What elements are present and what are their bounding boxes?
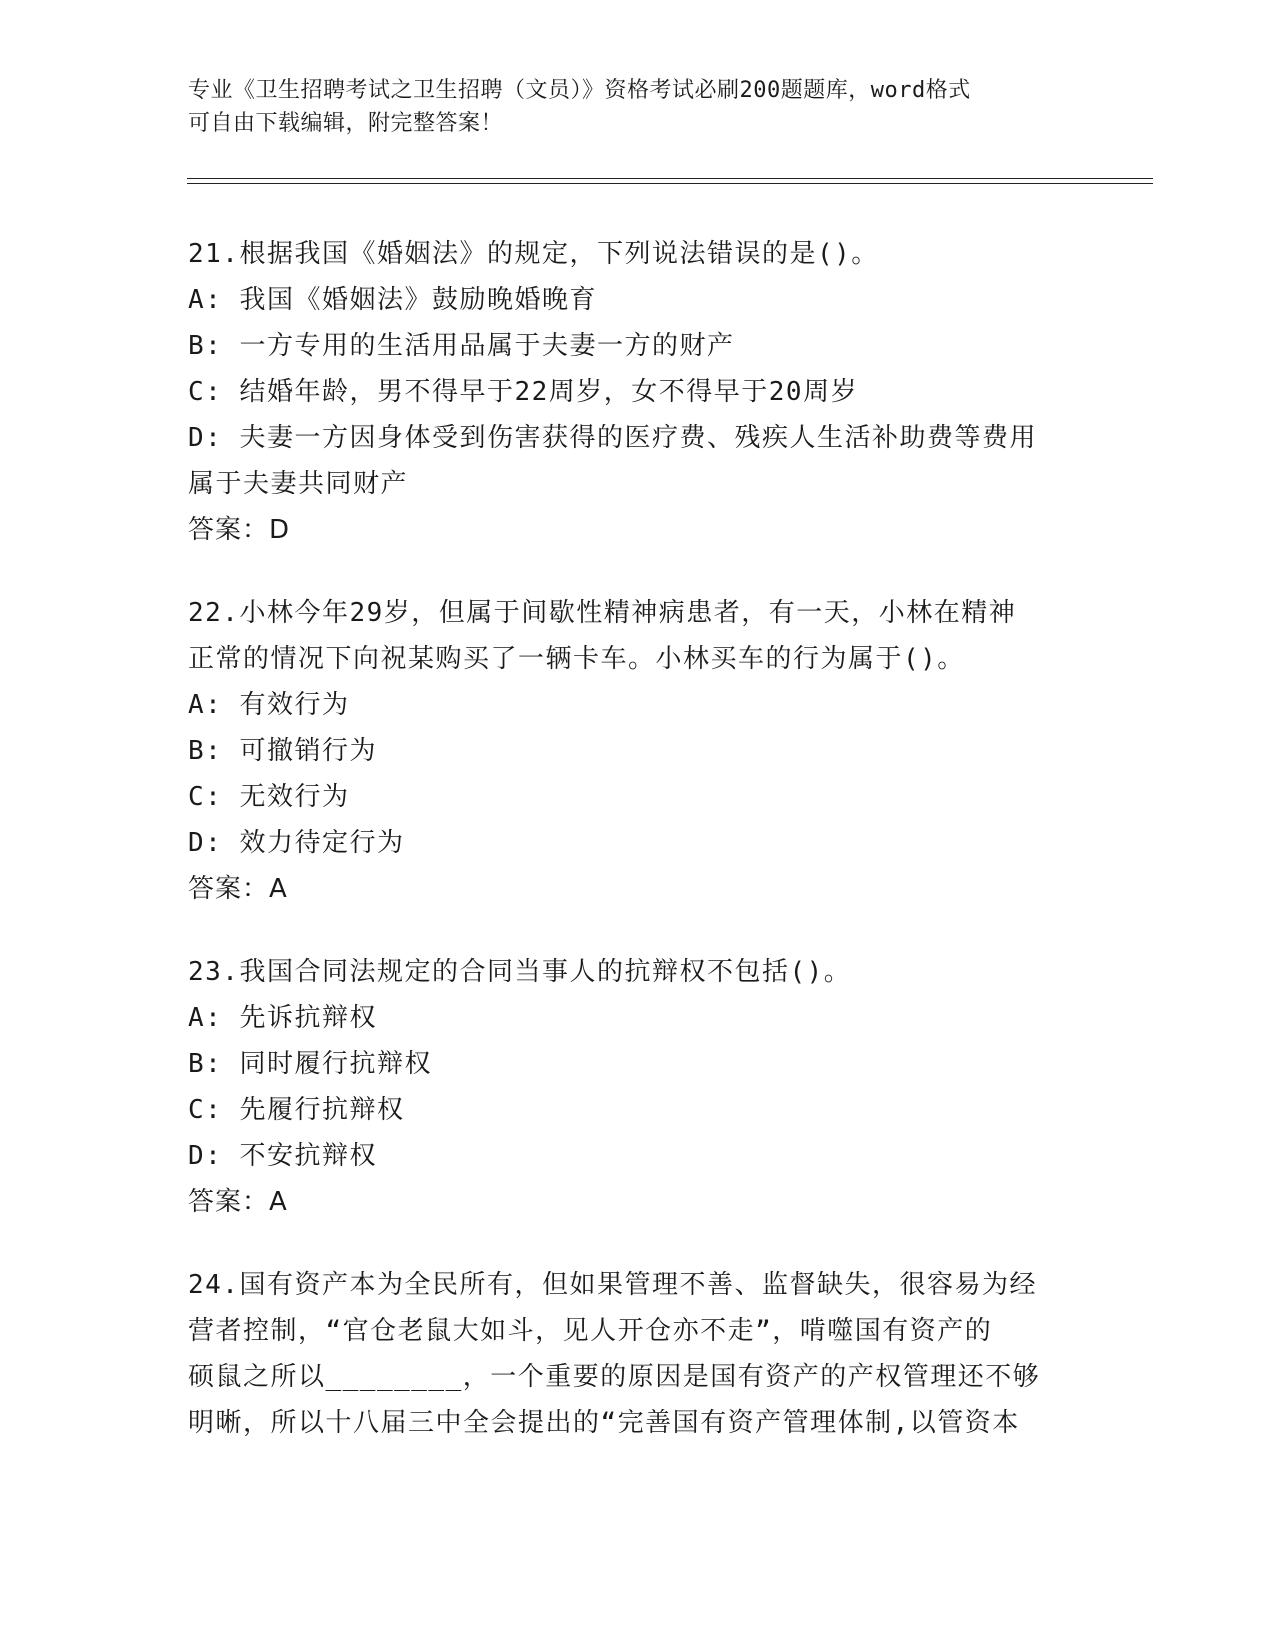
question-stem-line: 硕鼠之所以________，一个重要的原因是国有资产的产权管理还不够 — [188, 1362, 1041, 1392]
question-stem-line: 营者控制，“官仓老鼠大如斗，见人开仓亦不走”，啃噬国有资产的 — [188, 1316, 993, 1346]
header-divider-bottom — [187, 183, 1153, 184]
option-line: A: 我国《婚姻法》鼓励晚婚晚育 — [188, 285, 597, 315]
option-line: D: 夫妻一方因身体受到伤害获得的医疗费、残疾人生活补助费等费用 — [188, 423, 1037, 453]
option-line: C: 无效行为 — [188, 782, 350, 812]
question-list — [188, 231, 1088, 1483]
question-stem-line: 21.根据我国《婚姻法》的规定，下列说法错误的是()。 — [188, 239, 879, 269]
question-block — [188, 1262, 1088, 1446]
answer-line: 答案：A — [188, 874, 288, 904]
question-block — [188, 590, 1088, 912]
option-line: D: 效力待定行为 — [188, 828, 405, 858]
answer-line: 答案：D — [188, 515, 291, 545]
question-stem-line: 24.国有资产本为全民所有，但如果管理不善、监督缺失，很容易为经 — [188, 1270, 1037, 1300]
option-line: D: 不安抗辩权 — [188, 1141, 377, 1171]
question-stem-line: 正常的情况下向祝某购买了一辆卡车。小林买车的行为属于()。 — [188, 644, 965, 674]
header-line-2: 可自由下载编辑，附完整答案！ — [188, 111, 504, 136]
header-divider-top — [187, 178, 1153, 179]
option-line: A: 有效行为 — [188, 690, 350, 720]
question-stem-line: 明晰，所以十八届三中全会提出的“完善国有资产管理体制,以管资本 — [188, 1408, 1020, 1438]
header-line-1: 专业《卫生招聘考试之卫生招聘（文员）》资格考试必刷200题题库，word格式 — [188, 78, 971, 103]
page-header — [188, 74, 1068, 140]
option-line: C: 结婚年龄，男不得早于22周岁，女不得早于20周岁 — [188, 377, 859, 407]
question-block — [188, 231, 1088, 553]
option-line: B: 同时履行抗辩权 — [188, 1049, 432, 1079]
question-block — [188, 949, 1088, 1225]
option-line: C: 先履行抗辩权 — [188, 1095, 405, 1125]
option-line: B: 可撤销行为 — [188, 736, 377, 766]
answer-line: 答案：A — [188, 1187, 288, 1217]
question-stem-line: 22.小林今年29岁，但属于间歇性精神病患者，有一天，小林在精神 — [188, 598, 1017, 628]
option-line: 属于夫妻共同财产 — [188, 469, 409, 499]
option-line: A: 先诉抗辩权 — [188, 1003, 377, 1033]
option-line: B: 一方专用的生活用品属于夫妻一方的财产 — [188, 331, 735, 361]
question-stem-line: 23.我国合同法规定的合同当事人的抗辩权不包括()。 — [188, 957, 852, 987]
